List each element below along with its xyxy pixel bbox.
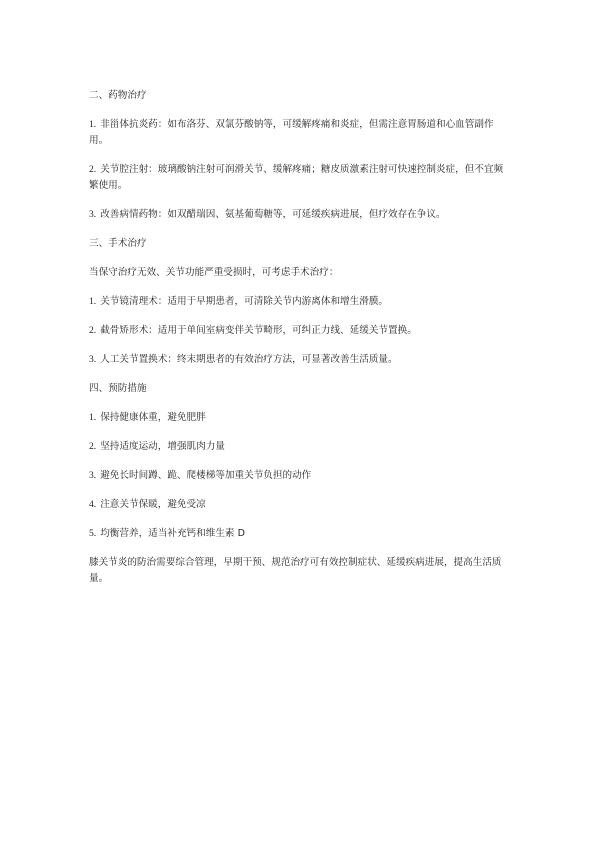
list-item-text: 改善病情药物：如双醋瑞因、氨基葡萄糖等，可延缓疾病进展，但疗效存在争议。 (100, 209, 446, 220)
section-heading-surgery: 三、手术治疗 (89, 238, 147, 249)
list-item (89, 468, 509, 484)
list-item (89, 162, 509, 194)
list-item (89, 497, 509, 513)
list-item-number: 3. (89, 354, 97, 365)
list-item-number: 1. (89, 412, 97, 423)
list-item-number: 3. (89, 209, 97, 220)
list-item-text: 截骨矫形术：适用于单间室病变伴关节畸形，可纠正力线、延缓关节置换。 (100, 325, 417, 336)
list-item (89, 117, 509, 149)
list-item-text: 非甾体抗炎药：如布洛芬、双氯芬酸钠等，可缓解疼痛和炎症，但需注意胃肠道和心血管副作用。 (89, 119, 494, 146)
list-item-text: 关节镜清理术：适用于早期患者，可清除关节内游离体和增生滑膜。 (100, 296, 389, 307)
list-item (89, 294, 509, 310)
section-intro: 当保守治疗无效、关节功能严重受损时，可考虑手术治疗： (89, 267, 339, 278)
list-item-text: 关节腔注射：玻璃酸钠注射可润滑关节、缓解疼痛；糖皮质激素注射可快速控制炎症，但不宜频繁使用。 (89, 164, 504, 191)
list-item-number: 3. (89, 470, 97, 481)
section-heading-drug-treatment: 二、药物治疗 (89, 90, 147, 101)
document-body (89, 88, 509, 600)
list-item-number: 4. (89, 499, 97, 510)
list-item-number: 1. (89, 119, 97, 130)
list-item (89, 352, 509, 368)
list-item-number: 2. (89, 441, 97, 452)
conclusion-paragraph: 膝关节炎的防治需要综合管理，早期干预、规范治疗可有效控制症状、延缓疾病进展，提高生活质量。 (89, 557, 502, 584)
section-heading-prevention: 四、预防措施 (89, 383, 147, 394)
list-item-text: 均衡营养，适当补充钙和维生素 D (100, 528, 245, 539)
list-item (89, 526, 509, 542)
list-item-text: 人工关节置换术：终末期患者的有效治疗方法，可显著改善生活质量。 (100, 354, 398, 365)
list-item (89, 207, 509, 223)
list-item-number: 1. (89, 296, 97, 307)
list-item-text: 保持健康体重，避免肥胖 (100, 412, 206, 423)
list-item-number: 2. (89, 325, 97, 336)
list-item-number: 5. (89, 528, 97, 539)
list-item (89, 439, 509, 455)
list-item (89, 323, 509, 339)
list-item-number: 2. (89, 164, 97, 175)
list-item-text: 注意关节保暖，避免受凉 (100, 499, 206, 510)
list-item-text: 避免长时间蹲、跪、爬楼梯等加重关节负担的动作 (100, 470, 312, 481)
list-item (89, 410, 509, 426)
list-item-text: 坚持适度运动，增强肌肉力量 (100, 441, 225, 452)
